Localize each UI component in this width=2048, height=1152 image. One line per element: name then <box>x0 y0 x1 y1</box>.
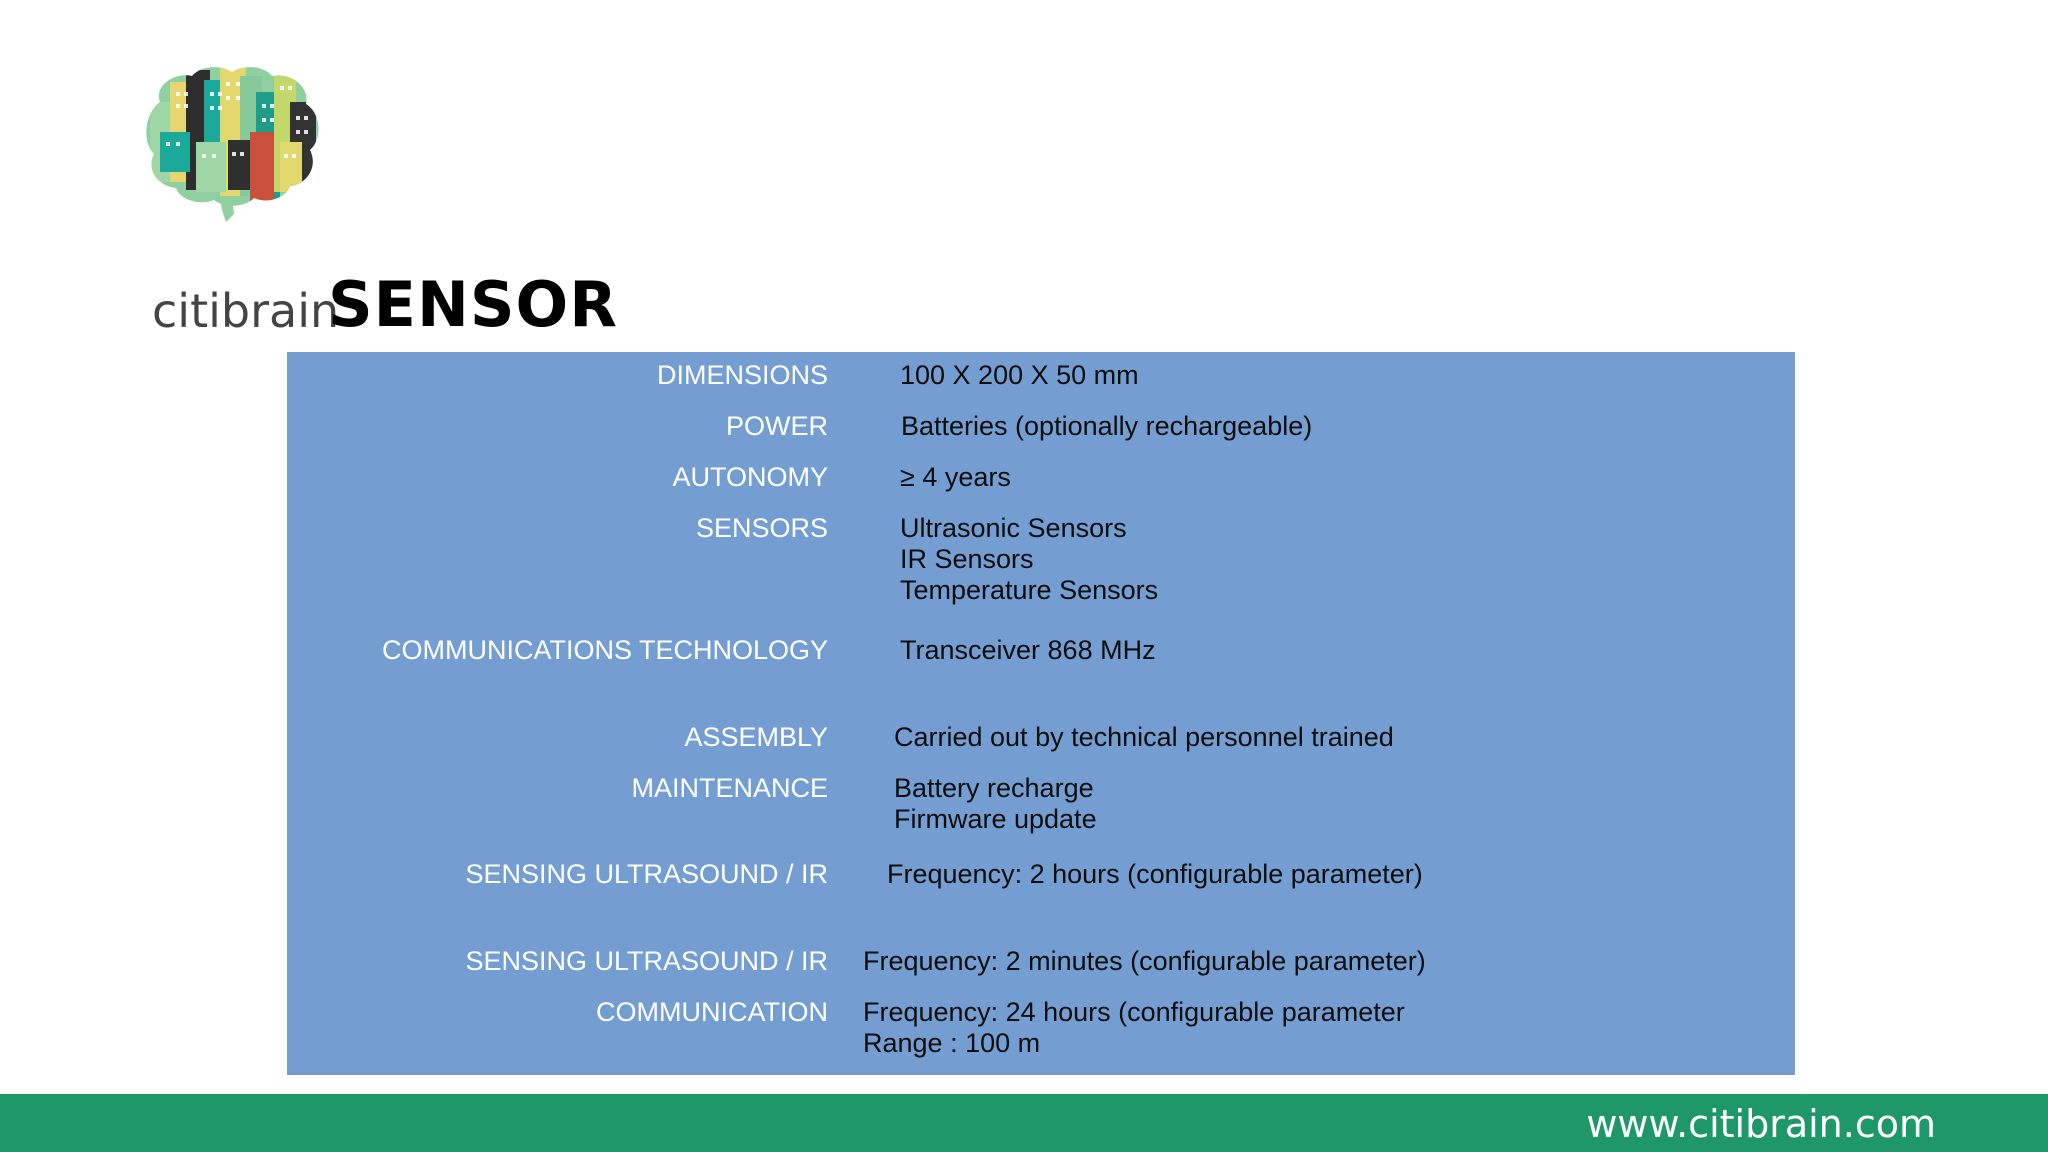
spec-value-line: Frequency: 2 minutes (configurable parameter) <box>863 946 1426 976</box>
spec-value-sensors <box>900 513 1158 606</box>
spec-value-sensing-ultrasound-ir-2 <box>863 946 1426 977</box>
spec-value-line: Firmware update <box>894 804 1097 834</box>
citibrain-logo <box>140 62 340 338</box>
spec-label-maintenance: MAINTENANCE <box>631 773 828 803</box>
spec-label-sensing-ultrasound-ir: SENSING ULTRASOUND / IR <box>465 859 828 889</box>
spec-value-line: ≥ 4 years <box>900 462 1011 492</box>
spec-value-sensing-ultrasound-ir <box>887 859 1423 890</box>
spec-value-line: Carried out by technical personnel trained <box>894 722 1394 752</box>
spec-value-maintenance <box>894 773 1097 835</box>
brain-city-logo-icon <box>140 62 330 222</box>
spec-value-line: Frequency: 24 hours (configurable parameter <box>863 997 1405 1027</box>
spec-label-assembly: ASSEMBLY <box>684 722 828 752</box>
spec-value-line: Frequency: 2 hours (configurable parameter) <box>887 859 1423 889</box>
spec-label-sensors: SENSORS <box>695 513 828 543</box>
logo-wordmark: citibrain <box>152 284 340 338</box>
spec-value-communications-technology <box>900 635 1156 666</box>
spec-value-line: Transceiver 868 MHz <box>900 635 1156 665</box>
spec-value-communication <box>863 997 1405 1059</box>
spec-value-autonomy <box>900 462 1011 493</box>
spec-label-communications-technology: COMMUNICATIONS TECHNOLOGY <box>381 635 828 665</box>
slide-title: SENSOR <box>328 268 618 341</box>
footer-website-link[interactable]: www.citibrain.com <box>1586 1102 1936 1146</box>
spec-value-line: Battery recharge <box>894 773 1094 803</box>
spec-label-dimensions: DIMENSIONS <box>656 360 828 390</box>
spec-value-dimensions <box>900 360 1139 391</box>
footer-bar <box>0 1094 2048 1152</box>
spec-label-communication: COMMUNICATION <box>596 997 828 1027</box>
spec-value-line: 100 X 200 X 50 mm <box>900 360 1139 390</box>
spec-value-line: Temperature Sensors <box>900 575 1159 605</box>
spec-value-line: Range : 100 m <box>863 1028 1041 1058</box>
spec-label-power: POWER <box>725 411 828 441</box>
spec-value-line: IR Sensors <box>900 544 1034 574</box>
spec-table <box>287 352 1795 1075</box>
spec-label-sensing-ultrasound-ir-2: SENSING ULTRASOUND / IR <box>465 946 828 976</box>
spec-value-line: Ultrasonic Sensors <box>900 513 1127 543</box>
spec-value-assembly <box>894 722 1394 753</box>
spec-label-autonomy: AUTONOMY <box>672 462 828 492</box>
spec-value-power <box>901 411 1312 442</box>
spec-value-line: Batteries (optionally rechargeable) <box>901 411 1313 441</box>
